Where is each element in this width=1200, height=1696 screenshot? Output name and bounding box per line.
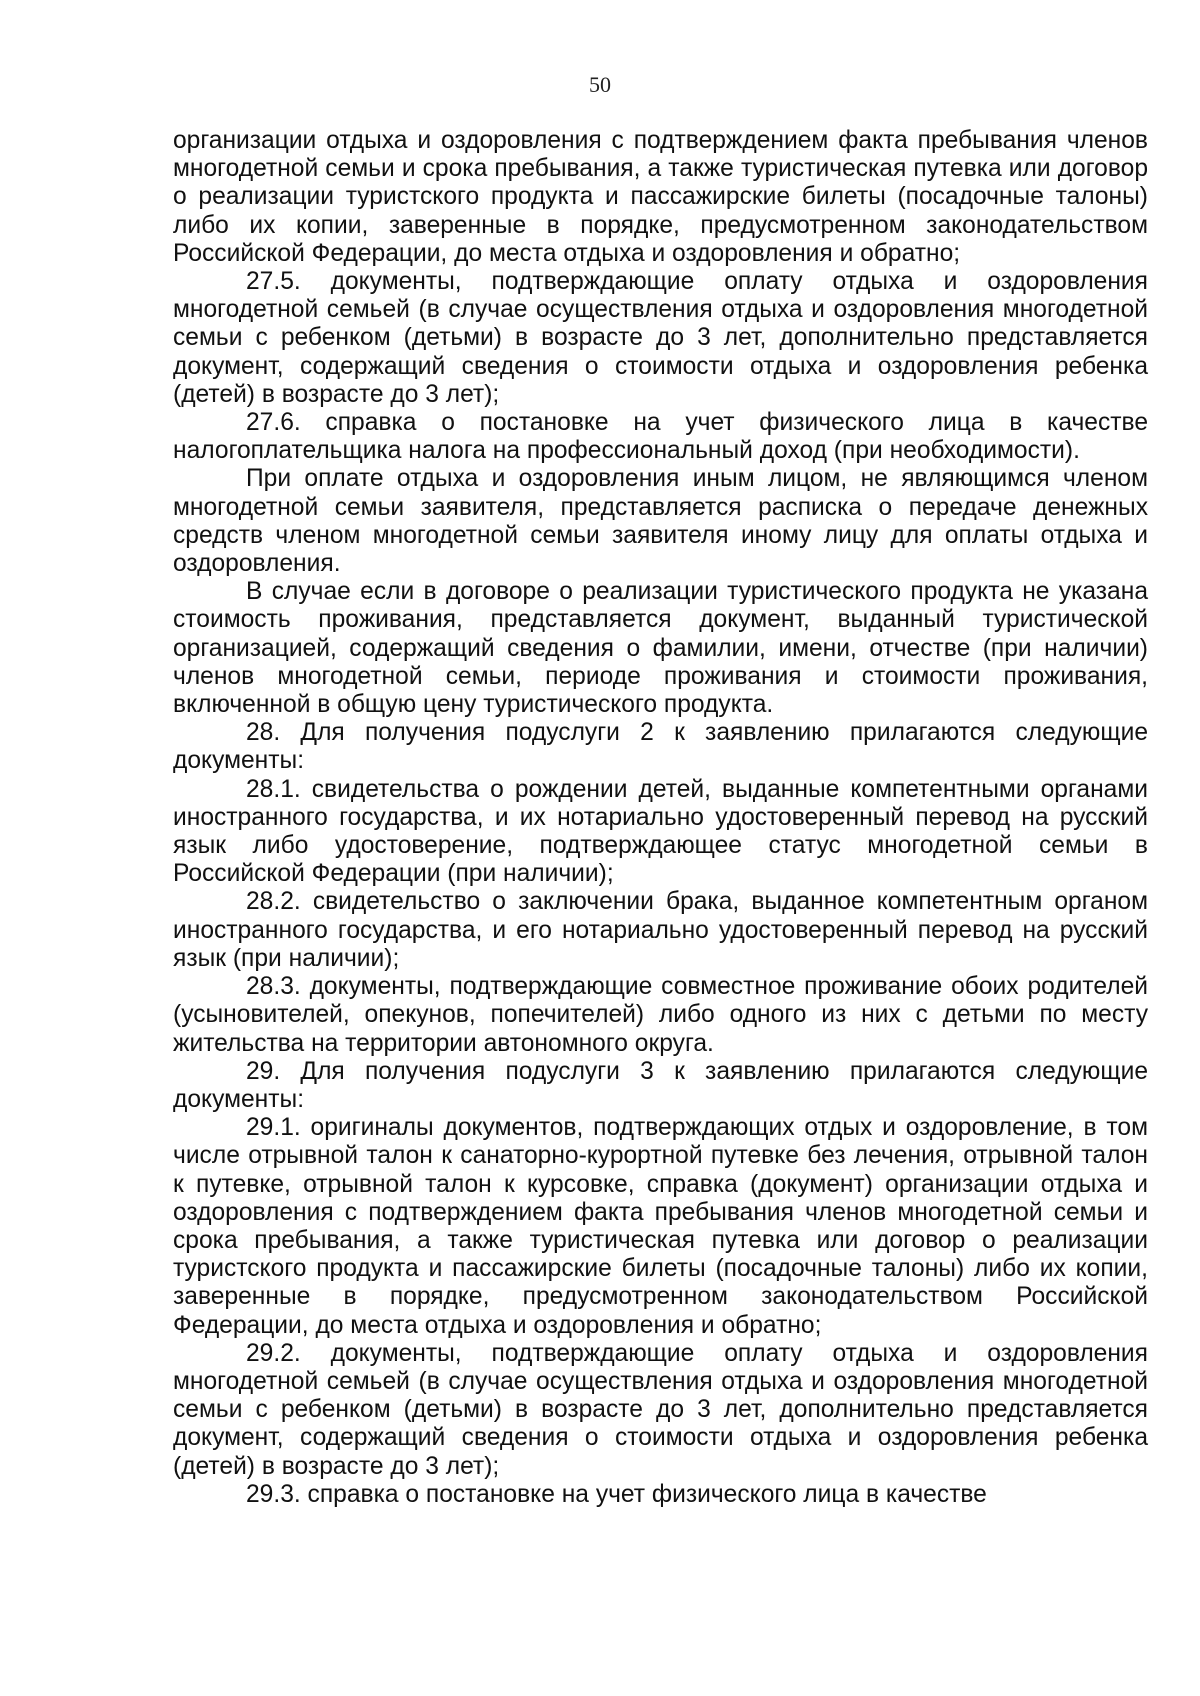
paragraph-28-2: 28.2. свидетельство о заключении брака, выданное компетентным органом иностранного государства, и его нотариально удостоверенный перевод на русский язык (при наличии); [173,888,1148,972]
paragraph-29-2: 29.2. документы, подтверждающие оплату отдыха и оздоровления многодетной семьей (в случае осуществления отдыха и оздоровления многодетной семьи с ребенком (детьми) в возрасте до 3 лет, дополнительно представляется документ, содержащий сведения о стоимости отдыха и оздоровления ребенка (детей) в возрасте до 3 лет); [173,1339,1148,1480]
paragraph-accommodation-cost: В случае если в договоре о реализации туристического продукта не указана стоимость проживания, представляется документ, выданный туристической организацией, содержащий сведения о фамилии, имени, отчестве (при наличии) членов многодетной семьи, периоде проживания и стоимости проживания, включенной в общую цену туристического продукта. [173,578,1148,719]
page-number: 50 [589,72,611,97]
paragraph-payment-other-person: При оплате отдыха и оздоровления иным лицом, не являющимся членом многодетной семьи заявителя, представляется расписка о передаче денежных средств членом многодетной семьи заявителя иному лицу для оплаты отдыха и оздоровления. [173,465,1148,578]
paragraph-28-1: 28.1. свидетельства о рождении детей, выданные компетентными органами иностранного государства, и их нотариально удостоверенный перевод на русский язык либо удостоверение, подтверждающее статус многодетной семьи в Российской Федерации (при наличии); [173,775,1148,888]
paragraph-28: 28. Для получения подуслуги 2 к заявлению прилагаются следующие документы: [173,719,1148,775]
paragraph-28-3: 28.3. документы, подтверждающие совместное проживание обоих родителей (усыновителей, опекунов, попечителей) либо одного из них с детьми по месту жительства на территории автономного округа. [173,973,1148,1057]
paragraph-29-1: 29.1. оригиналы документов, подтверждающих отдых и оздоровление, в том числе отрывной талон к санаторно-курортной путевке без лечения, отрывной талон к путевке, отрывной талон к курсовке, справка (документ) организации отдыха и оздоровления с подтверждением факта пребывания членов многодетной семьи и срока пребывания, а также туристическая путевка или договор о реализации туристского продукта и пассажирские билеты (посадочные талоны) либо их копии, заверенные в порядке, предусмотренном законодательством Российской Федерации, до места отдыха и оздоровления и обратно; [173,1114,1148,1339]
paragraph-29-3: 29.3. справка о постановке на учет физического лица в качестве [246,1480,987,1508]
document-body [173,127,1148,1509]
paragraph-27-6: 27.6. справка о постановке на учет физического лица в качестве налогоплательщика налога на профессиональный доход (при необходимости). [173,409,1148,465]
paragraph-29: 29. Для получения подуслуги 3 к заявлению прилагаются следующие документы: [173,1057,1148,1113]
paragraph-27-5: 27.5. документы, подтверждающие оплату отдыха и оздоровления многодетной семьей (в случае осуществления отдыха и оздоровления многодетной семьи с ребенком (детьми) в возрасте до 3 лет, дополнительно представляется документ, содержащий сведения о стоимости отдыха и оздоровления ребенка (детей) в возрасте до 3 лет); [173,268,1148,408]
paragraph-continuation: организации отдыха и оздоровления с подтверждением факта пребывания членов многодетной семьи и срока пребывания, а также туристическая путевка или договор о реализации туристского продукта и пассажирские билеты (посадочные талоны) либо их копии, заверенные в порядке, предусмотренном законодательством Российской Федерации, до места отдыха и оздоровления и обратно; [173,127,1148,267]
